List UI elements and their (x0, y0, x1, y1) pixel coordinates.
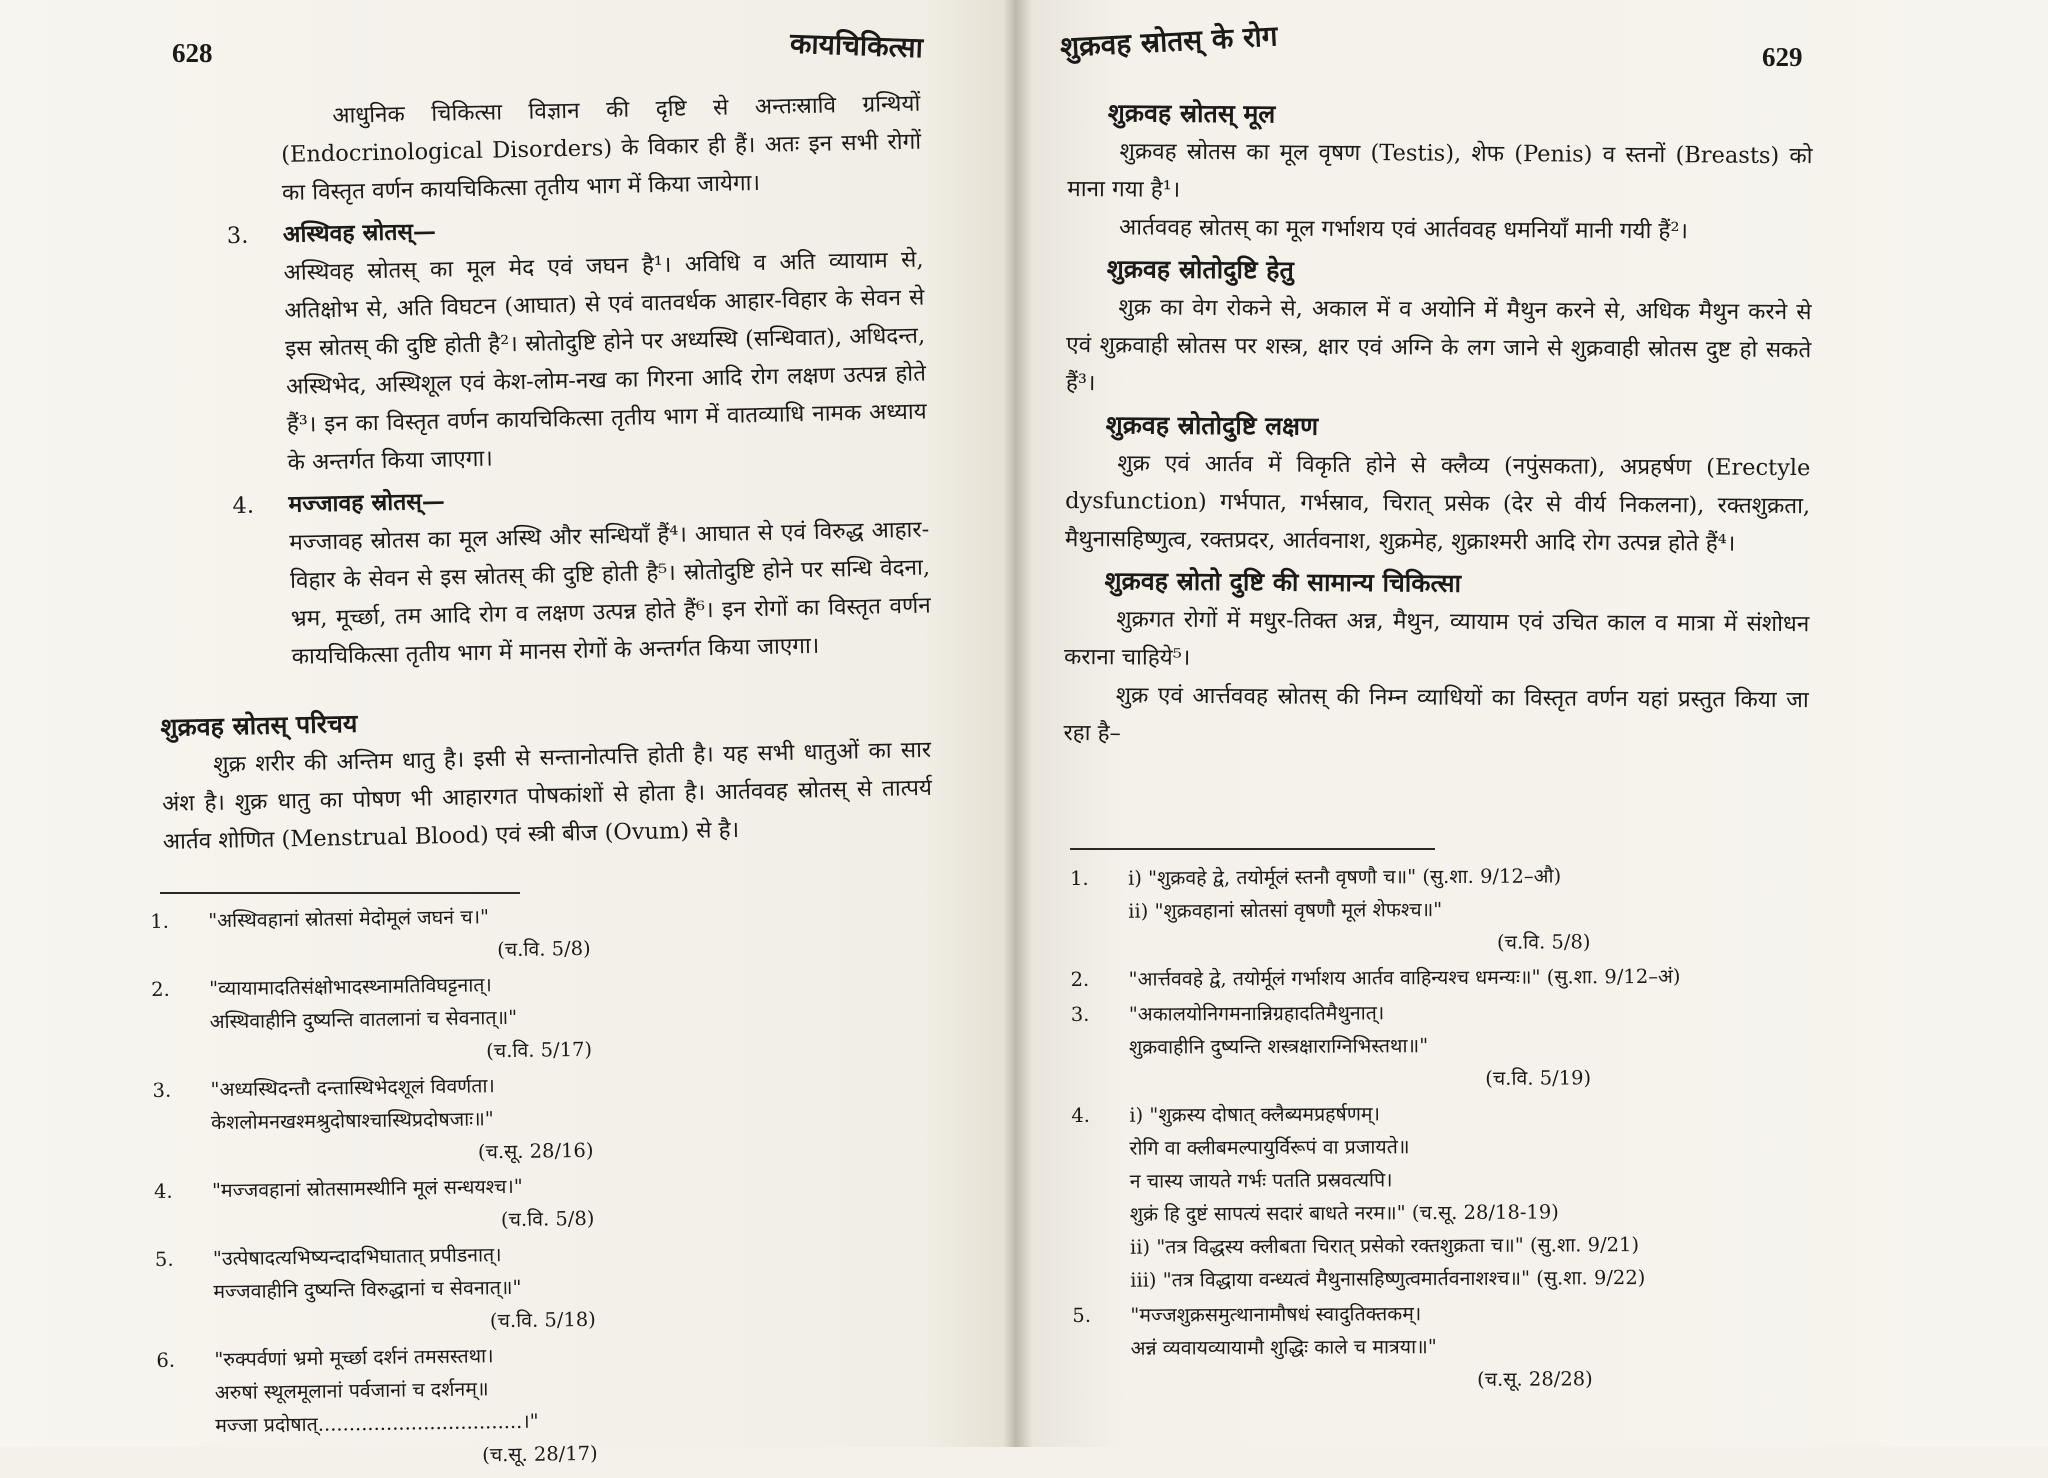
footnotes-right (1070, 859, 1713, 1400)
footnote (150, 897, 711, 971)
item-4-text: मज्जावह स्रोतस का मूल अस्थि और सन्धियाँ हैं⁴। आघात से एवं विरुद्ध आहार-विहार के सेवन से इस स्रोतस् की दुष्टि होती है⁵। स्रोतोदुष्टि होने पर सन्धि वेदना, भ्रम, मूर्च्छा, तम आदि रोग व लक्षण उत्पन्न होते हैं⁶। इन रोगों का विस्तृत वर्णन कायचिकित्सा तृतीय भाग में मानस रोगों के अन्तर्गत किया जाएगा। (289, 516, 932, 670)
footnote-line: i) "शुक्रवहे द्वे, तयोर्मूलं स्तनौ वृषणौ च॥" (सु.शा. 9/12–औ) (1128, 864, 1562, 890)
section-title-treatment: शुक्रवह स्रोतो दुष्टि की सामान्य चिकित्सा (1104, 566, 1462, 598)
footnote-source: (च.वि. 5/19) (1485, 1066, 1592, 1090)
footnote-source: (च.वि. 5/8) (497, 936, 591, 962)
footnote-number: 5. (154, 1247, 174, 1271)
item-4-number: 4. (232, 492, 255, 520)
item-3-heading: अस्थिवह स्रोतस्— (282, 217, 437, 248)
footnote-line: "अकालयोनिगमनान्निग्रहादतिमैथुनात्। (1128, 1001, 1385, 1026)
footnote-line: "आर्त्तववहे द्वे, तयोर्मूलं गर्भाशय आर्तव वाहिन्यश्च धमन्यः॥" (सु.शा. 9/12–अं) (1128, 964, 1681, 991)
footnote-number: 6. (156, 1348, 176, 1372)
treatment-paragraph-2: शुक्र एवं आर्त्तववह स्रोतस् की निम्न व्याधियों का विस्तृत वर्णन यहां प्रस्तुत किया जा रहा है– (1063, 682, 1809, 747)
footnote-line: "मज्जवहानां स्रोतसामस्थीनि मूलं सन्धयश्च।" (211, 1174, 523, 1203)
page-number-right: 629 (1762, 42, 1803, 72)
footnote (1071, 1096, 1712, 1297)
footnote-number: 2. (151, 977, 170, 1001)
footnote-source: (च.वि. 5/8) (1496, 930, 1591, 954)
section-title-introduction: शुक्रवह स्रोतस् परिचय (160, 708, 358, 742)
footnote-line: न चास्य जायते गर्भः पतति प्रस्रवत्यपि। (1129, 1168, 1393, 1193)
symptoms-paragraph: शुक्र एवं आर्तव में विकृति होने से क्लैव्य (नपुंसकता), अप्रहर्षण (Erectyle dysfunction) गर्भपात, गर्भस्राव, चिरात् प्रसेक (देर से वीर्य निकलना), रक्तशुक्रता, मैथुनासहिष्णुत्व, रक्तप्रदर, आर्तवनाश, शुक्रमेह, शुक्राश्मरी आदि रोग उत्पन्न होते हैं⁴। (1064, 450, 1811, 557)
treatment-paragraph-1: शुक्रगत रोगों में मधुर-तिक्त अन्न, मैथुन, व्यायाम एवं उचित काल व मात्रा में संशोधन कराना चाहिये⁵। (1063, 606, 1810, 671)
section-introduction-text: शुक्र शरीर की अन्तिम धातु है। इसी से सन्तानोत्पत्ति होती है। यह सभी धातुओं का सार अंश है। शुक्र धातु का पोषण भी आहारगत पोषकांशों से होता है। आर्तववह स्रोतस् से तात्पर्य आर्तव शोणित (Menstrual Blood) एवं स्त्री बीज (Ovum) से है। (161, 736, 933, 855)
footnote-line: "व्यायामादतिसंक्षोभादस्थ्नामतिविघट्टनात्। (209, 973, 492, 1001)
footnote (156, 1336, 718, 1476)
left-page (0, 0, 990, 1467)
footnote-source: (च.वि. 5/8) (500, 1206, 595, 1232)
footnote (152, 1066, 713, 1173)
item-3-number: 3. (226, 222, 249, 250)
item-3-text: अस्थिवह स्रोतस् का मूल मेद एवं जघन है¹। अविधि व अति व्यायाम से, अतिक्षोभ से, अति विघटन (आघात) से एवं वातवर्धक आहार-विहार के सेवन से इस स्रोतस् की दुष्टि होती है²। स्रोतोदुष्टि होने पर अध्यस्थि (सन्धिवात), अधिदन्त, अस्थिभेद, अस्थिशूल एवं केश-लोम-नख का गिरना आदि रोग लक्षण उत्पन्न होते हैं³। इन का विस्तृत वर्णन कायचिकित्सा तृतीय भाग में वातव्याधि नामक अध्याय के अन्तर्गत किया जाएगा। (283, 246, 927, 476)
footnote-line: रोगि वा क्लीबमल्पायुर्विरूपं वा प्रजायते॥ (1129, 1135, 1410, 1160)
footnote-number: 4. (153, 1179, 173, 1203)
footnote (154, 1167, 715, 1241)
footnote-number: 3. (1070, 1002, 1090, 1026)
footnote-line: "रुक्पर्वणां भ्रमो मूर्च्छा दर्शनं तमसस्तथा। (214, 1344, 494, 1372)
footnote (1071, 995, 1712, 1097)
footnote-line: i) "शुक्रस्य दोषात् क्लैब्यमप्रहर्षणम्। (1129, 1102, 1380, 1127)
footnote-source: (च.सू. 28/17) (481, 1441, 598, 1467)
footnote-line: शुक्रवाहीनि दुष्यन्ति शस्त्रक्षाराग्निभिस्तथा॥" (1128, 1034, 1429, 1059)
section-title-symptoms: शुक्रवह स्रोतोदुष्टि लक्षण (1105, 410, 1319, 441)
footnote (1072, 1296, 1713, 1398)
running-head-left: कायचिकित्सा (789, 26, 924, 65)
footnote-source: (च.वि. 5/17) (486, 1037, 593, 1063)
footnote (155, 1235, 716, 1342)
causes-paragraph: शुक्र का वेग रोकने से, अकाल में व अयोनि में मैथुन करने से, अधिक मैथुन करने से एवं शुक्रवाही स्रोतस पर शस्त्र, क्षार एवं अग्नि के लग जाने से शुक्रवाही स्रोतस दुष्ट हो सकते हैं³। (1065, 294, 1812, 397)
footnotes-left (150, 897, 718, 1478)
footnote-line: अस्थिवाहीनि दुष्यन्ति वातलानां च सेवनात्॥" (209, 1005, 518, 1034)
footnote-number: 1. (1070, 866, 1089, 890)
right-page (1010, 0, 2048, 1447)
left-body-upper (226, 85, 932, 676)
footnote-source: (च.वि. 5/18) (489, 1307, 596, 1333)
footnote-source: (च.सू. 28/16) (477, 1138, 594, 1164)
footnote-line: iii) "तत्र विद्धाया वन्ध्यत्वं मैथुनासहिष्णुत्वमार्तवनाशश्च॥" (सु.शा. 9/22) (1130, 1265, 1646, 1292)
root-paragraph-1: शुक्रवह स्रोतस का मूल वृषण (Testis), शेफ (Penis) व स्तनों (Breasts) को माना गया है¹। (1067, 138, 1813, 203)
footnote-line: अरुषां स्थूलमूलानां पर्वजानां च दर्शनम्॥ (214, 1377, 489, 1405)
footnote-line: "मज्जशुक्रसमुत्थानामौषधं स्वादुतिक्तकम्। (1130, 1302, 1422, 1327)
left-body-lower (160, 689, 933, 861)
footnote-line: ii) "तत्र विद्धस्य क्लीबता चिरात् प्रसेको रक्तशुक्रता च॥" (सु.शा. 9/21) (1129, 1233, 1640, 1259)
root-paragraph-2: आर्तववह स्रोतस् का मूल गर्भाशय एवं आर्तववह धमनियाँ मानी गयी हैं²। (1118, 214, 1689, 245)
page-number-left: 628 (172, 38, 213, 68)
section-title-root: शुक्रवह स्रोतस् मूल (1107, 98, 1276, 129)
footnote-line: मज्जा प्रदोषात्.................................।" (215, 1409, 539, 1438)
footnote-number: 5. (1072, 1303, 1092, 1327)
footnote-number: 3. (152, 1078, 172, 1102)
item-4-heading: मज्जावह स्रोतस्— (288, 487, 446, 518)
footnote-source: (च.सू. 28/28) (1477, 1367, 1593, 1391)
intro-paragraph: आधुनिक चिकित्सा विज्ञान की दृष्टि से अन्तःस्रावि ग्रन्थियों (Endocrinological Disorders) के विकार ही हैं। अतः इन सभी रोगों का विस्तृत वर्णन कायचिकित्सा तृतीय भाग में किया जायेगा। (280, 90, 922, 206)
section-title-causes: शुक्रवह स्रोतोदुष्टि हेतु (1106, 254, 1294, 285)
footnote-line: अन्नं व्यवायव्यायामौ शुद्धिः काले च मात्रया॥" (1130, 1335, 1437, 1360)
footnote-line: केशलोमनखश्मश्रुदोषाश्चास्थिप्रदोषजाः॥" (210, 1107, 494, 1135)
footnote-rule-left (160, 892, 520, 894)
footnote-number: 4. (1071, 1103, 1090, 1127)
footnote-rule-right (1070, 848, 1435, 850)
running-head-right: शुक्रवह स्रोतस् के रोग (1059, 19, 1279, 64)
footnote-number: 1. (150, 909, 169, 933)
footnote-line: ii) "शुक्रवहानां स्रोतसां वृषणौ मूलं शेफश्च॥" (1128, 898, 1443, 923)
footnote (1070, 859, 1711, 961)
footnote (1071, 960, 1711, 996)
footnote-line: मज्जवाहीनि दुष्यन्ति विरुद्धानां च सेवनात्॥" (213, 1275, 522, 1304)
item-4 (232, 473, 932, 676)
right-body (1063, 90, 1813, 757)
item-3 (226, 203, 927, 482)
footnote-number: 2. (1070, 967, 1090, 991)
footnote-line: "उत्पेषादत्यभिष्यन्दादभिघातात् प्रपीडनात्। (212, 1243, 502, 1271)
footnote-line: "अध्यस्थिदन्तौ दन्तास्थिभेदशूलं विवर्णता। (210, 1074, 496, 1102)
footnote-line: शुक्रं हि दुष्टं सापत्यं सदारं बाधते नरम॥" (च.सू. 28/18-19) (1129, 1200, 1559, 1226)
footnote-line: "अस्थिवहानां स्रोतसां मेदोमूलं जघनं च।" (208, 905, 490, 933)
footnote (151, 965, 712, 1072)
